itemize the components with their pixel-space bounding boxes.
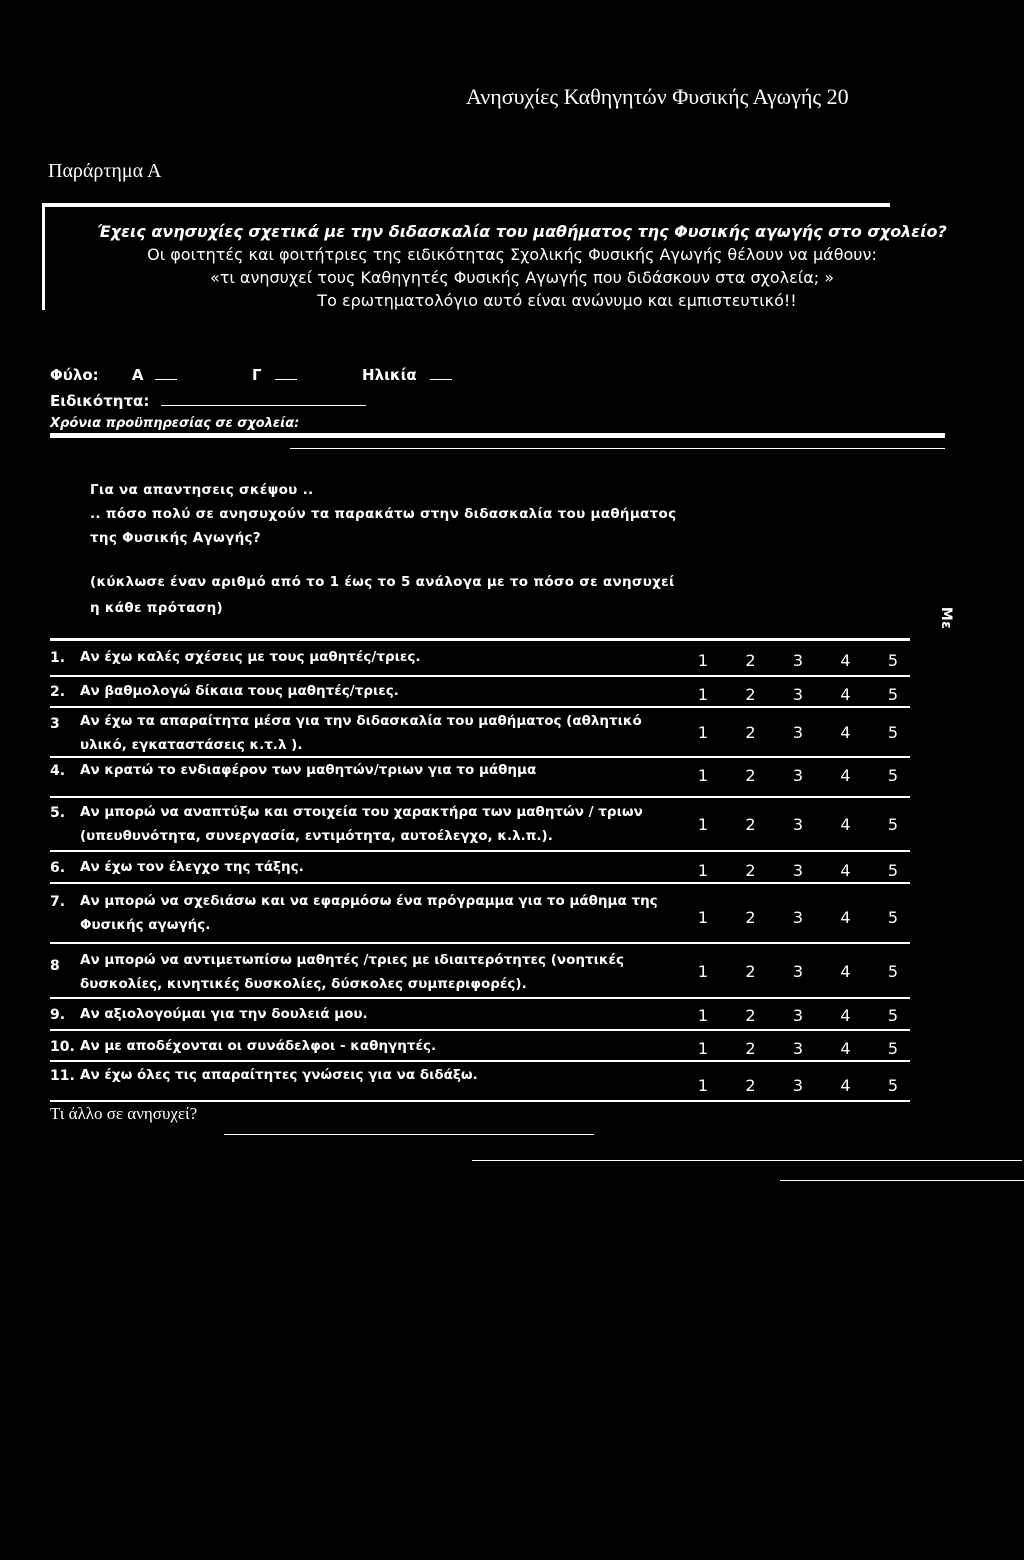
rating-3[interactable]: 3: [792, 1076, 804, 1095]
rating-5[interactable]: 5: [887, 685, 899, 704]
rating-4[interactable]: 4: [840, 1039, 851, 1058]
rating-4[interactable]: 4: [840, 723, 851, 742]
age-label: Ηλικία: [362, 366, 417, 384]
row-divider: [50, 796, 910, 798]
item-text: Αν έχω τα απαραίτητα μέσα για την διδασκαλία του μαθήματος (αθλητικό υλικό, εγκαταστάσεις κ.τ.λ ).: [80, 713, 642, 753]
rating-4[interactable]: 4: [840, 685, 851, 704]
rating-1[interactable]: 1: [697, 815, 709, 834]
rating-1[interactable]: 1: [697, 685, 709, 704]
rating-5[interactable]: 5: [887, 815, 899, 834]
rating-2[interactable]: 2: [745, 1039, 756, 1058]
rating-2[interactable]: 2: [745, 685, 756, 704]
rating-5[interactable]: 5: [887, 1006, 899, 1025]
item-number: 2.: [50, 684, 66, 700]
row-divider: [50, 850, 910, 852]
rating-5[interactable]: 5: [887, 962, 899, 981]
rating-4[interactable]: 4: [840, 766, 851, 785]
specialty-blank[interactable]: [161, 393, 366, 406]
rating-2[interactable]: 2: [745, 815, 756, 834]
rating-5[interactable]: 5: [887, 861, 899, 880]
running-header: Ανησυχίες Καθηγητών Φυσικής Αγωγής 20: [466, 84, 849, 109]
item-text: Αν έχω καλές σχέσεις με τους μαθητές/τριες.: [80, 649, 421, 665]
rating-4[interactable]: 4: [840, 1076, 851, 1095]
sex-option-a: Α: [131, 366, 144, 384]
intro-line-3: Το ερωτηματολόγιο αυτό είναι ανώνυμο και εμπιστευτικό!!: [317, 291, 797, 310]
rating-2[interactable]: 2: [745, 1006, 756, 1025]
rating-3[interactable]: 3: [792, 1006, 804, 1025]
rating-4[interactable]: 4: [840, 861, 851, 880]
row-divider: [50, 997, 910, 999]
item-text: Αν μπορώ να αντιμετωπίσω μαθητές /τριες με ιδιαιτερότητες (νοητικές δυσκολίες, κινητικές δυσκολίες, δύσκολες συμπεριφορές).: [80, 952, 624, 992]
rating-1[interactable]: 1: [697, 861, 709, 880]
rating-3[interactable]: 3: [792, 723, 804, 742]
row-divider: [50, 1060, 910, 1062]
rating-4[interactable]: 4: [840, 1006, 851, 1025]
item-text: Αν μπορώ να σχεδιάσω και να εφαρμόσω ένα πρόγραμμα για το μάθημα της Φυσικής αγωγής.: [80, 893, 658, 933]
item-text: Αν μπορώ να αναπτύξω και στοιχεία του χαρακτήρα των μαθητών / τριων (υπευθυνότητα, συνεργασία, εντιμότητα, αυτοέλεγχο, κ.λ.π.).: [80, 804, 643, 844]
rating-1[interactable]: 1: [697, 651, 709, 670]
sex-a-blank[interactable]: [155, 367, 177, 380]
rating-1[interactable]: 1: [697, 1076, 709, 1095]
item-text: Αν έχω όλες τις απαραίτητες γνώσεις για να διδάξω.: [80, 1067, 478, 1083]
rating-4[interactable]: 4: [840, 908, 851, 927]
age-blank[interactable]: [430, 367, 452, 380]
item-text: Αν κρατώ το ενδιαφέρον των μαθητών/τριων για το μάθημα: [80, 762, 537, 778]
rating-scale: [693, 1076, 903, 1095]
rating-scale: [693, 815, 903, 834]
rating-2[interactable]: 2: [745, 908, 756, 927]
rating-2[interactable]: 2: [745, 962, 756, 981]
intro-block: [0, 220, 1024, 312]
answer-line-3[interactable]: [780, 1180, 1024, 1181]
rating-2[interactable]: 2: [745, 723, 756, 742]
rating-3[interactable]: 3: [792, 685, 804, 704]
specialty-label: Ειδικότητα:: [50, 392, 150, 410]
intro-top-rule: [42, 203, 890, 207]
rating-scale: [693, 962, 903, 981]
row-divider: [50, 675, 910, 677]
item-text: Αν αξιολογούμαι για την δουλειά μου.: [80, 1006, 368, 1022]
other-concerns-label: Τι άλλο σε ανησυχεί?: [50, 1104, 198, 1123]
rating-5[interactable]: 5: [887, 1039, 899, 1058]
instructions-line-3: της Φυσικής Αγωγής?: [90, 530, 261, 546]
item-number: 5.: [50, 805, 66, 821]
sex-option-g: Γ: [252, 366, 262, 384]
rating-5[interactable]: 5: [887, 723, 899, 742]
item-text: Αν βαθμολογώ δίκαια τους μαθητές/τριες.: [80, 683, 399, 699]
rating-1[interactable]: 1: [697, 908, 709, 927]
rating-3[interactable]: 3: [792, 1039, 804, 1058]
rating-5[interactable]: 5: [887, 908, 899, 927]
table-top-rule: [50, 638, 910, 641]
rating-5[interactable]: 5: [887, 766, 899, 785]
item-number: 8: [50, 958, 60, 974]
item-number: 7.: [50, 894, 66, 910]
answer-line-2[interactable]: [472, 1160, 1022, 1161]
rating-2[interactable]: 2: [745, 766, 756, 785]
rating-1[interactable]: 1: [697, 1006, 709, 1025]
rating-scale: [693, 1039, 903, 1058]
rating-2[interactable]: 2: [745, 861, 756, 880]
rating-3[interactable]: 3: [792, 908, 804, 927]
rating-scale: [693, 723, 903, 742]
rating-3[interactable]: 3: [792, 962, 804, 981]
row-divider: [50, 942, 910, 944]
section-rule-thick: [50, 433, 945, 438]
appendix-label: Παράρτημα Α: [48, 160, 162, 182]
rating-1[interactable]: 1: [697, 766, 709, 785]
rating-4[interactable]: 4: [840, 815, 851, 834]
item-number: 9.: [50, 1007, 66, 1023]
rating-scale: [693, 651, 903, 670]
section-rule-thin: [290, 448, 945, 449]
sex-label: Φύλο:: [50, 366, 99, 384]
item-number: 11.: [50, 1068, 75, 1084]
rating-4[interactable]: 4: [840, 962, 851, 981]
rating-3[interactable]: 3: [792, 651, 804, 670]
intro-line-1: Οι φοιτητές και φοιτήτριες της ειδικότητας Σχολικής Φυσικής Αγωγής θέλουν να μάθουν:: [147, 245, 877, 264]
instructions-line-2: .. πόσο πολύ σε ανησυχούν τα παρακάτω στην διδασκαλία του μαθήματος: [90, 506, 677, 522]
rating-scale: [693, 861, 903, 880]
rating-scale: [693, 908, 903, 927]
item-text: Αν έχω τον έλεγχο της τάξης.: [80, 859, 304, 875]
instructions-line-1: Για να απαντησεις σκέψου ..: [90, 482, 314, 498]
rating-3[interactable]: 3: [792, 766, 804, 785]
rating-3[interactable]: 3: [792, 815, 804, 834]
rating-2[interactable]: 2: [745, 651, 756, 670]
row-divider: [50, 706, 910, 708]
answer-line-1[interactable]: [224, 1134, 594, 1135]
instructions-line-5: η κάθε πρόταση): [90, 600, 223, 616]
row-divider: [50, 1029, 910, 1031]
item-number: 1.: [50, 650, 66, 666]
sex-field: [50, 366, 452, 384]
rating-5[interactable]: 5: [887, 651, 899, 670]
rating-1[interactable]: 1: [697, 962, 709, 981]
years-label: Χρόνια προϋπηρεσίας σε σχολεία:: [50, 416, 300, 431]
item-number: 4.: [50, 763, 66, 779]
rating-1[interactable]: 1: [697, 723, 709, 742]
rating-3[interactable]: 3: [792, 861, 804, 880]
specialty-field: [50, 392, 366, 410]
item-number: 6.: [50, 860, 66, 876]
rating-4[interactable]: 4: [840, 651, 851, 670]
rating-scale: [693, 766, 903, 785]
rating-2[interactable]: 2: [745, 1076, 756, 1095]
item-number: 3: [50, 716, 60, 732]
rating-1[interactable]: 1: [697, 1039, 709, 1058]
side-label: Με: [938, 606, 955, 630]
intro-question: Έχεις ανησυχίες σχετικά με την διδασκαλία του μαθήματος της Φυσικής αγωγής στο σχολείο?: [97, 222, 947, 241]
intro-line-2: «τι ανησυχεί τους Καθηγητές Φυσικής Αγωγής που διδάσκουν στα σχολεία; »: [209, 268, 835, 287]
row-divider: [50, 882, 910, 884]
item-text: Αν με αποδέχονται οι συνάδελφοι - καθηγητές.: [80, 1038, 437, 1054]
rating-scale: [693, 1006, 903, 1025]
sex-g-blank[interactable]: [275, 367, 297, 380]
rating-scale: [693, 685, 903, 704]
item-number: 10.: [50, 1039, 75, 1055]
instructions-line-4: (κύκλωσε έναν αριθμό από το 1 έως το 5 ανάλογα με το πόσο σε ανησυχεί: [90, 574, 675, 590]
rating-5[interactable]: 5: [887, 1076, 899, 1095]
table-bottom-rule: [50, 1100, 910, 1102]
